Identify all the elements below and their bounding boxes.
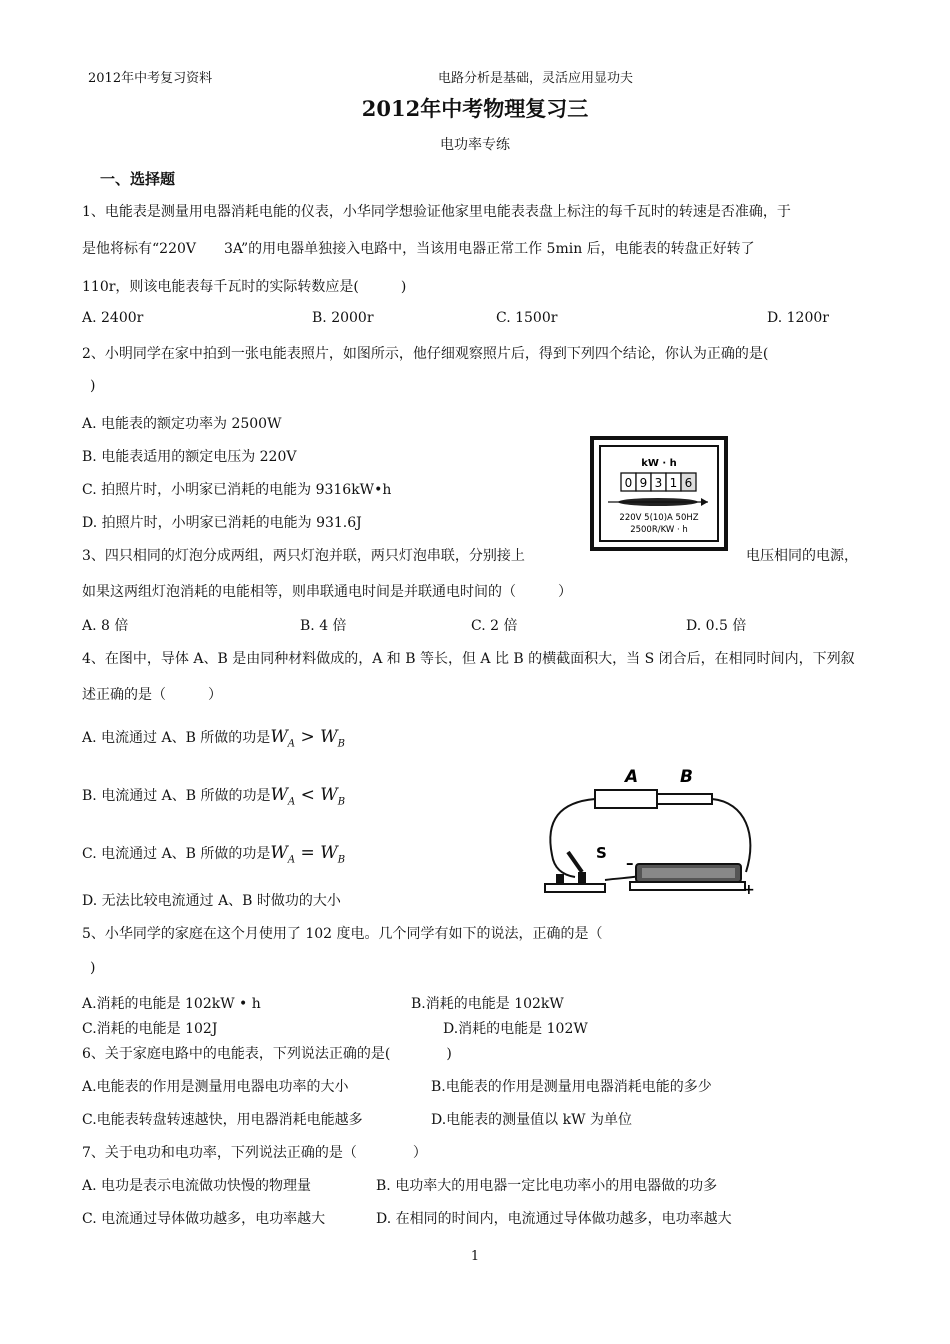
q3-option-c: C. 2 倍	[471, 618, 518, 634]
meter-digit: 6	[684, 476, 693, 490]
switch-base	[545, 884, 605, 892]
q6-option-b: B.电能表的作用是测量用电器消耗电能的多少	[431, 1079, 712, 1095]
q4-line2: 述正确的是（ ）	[82, 687, 222, 703]
q4-option-c	[82, 843, 345, 865]
q1-line2: 是他将标有“220V 3A”的用电器单独接入电路中，当该用电器正常工作 5min 后，电能表的转盘正好转了	[82, 241, 755, 257]
q2-option-b: B. 电能表适用的额定电压为 220V	[82, 449, 297, 465]
q6-option-d: D.电能表的测量值以 kW 为单位	[431, 1112, 632, 1128]
q7-line1: 7、关于电功和电功率，下列说法正确的是（ ）	[82, 1145, 427, 1161]
q3-line1a: 3、四只相同的灯泡分成两组，两只灯泡并联，两只灯泡串联，分别接上	[82, 548, 525, 564]
conductor-b-label: B	[680, 767, 693, 787]
q5-option-a: A.消耗的电能是 102kW • h	[82, 996, 261, 1012]
q5-option-c: C.消耗的电能是 102J	[82, 1021, 218, 1037]
q3-option-d: D. 0.5 倍	[686, 618, 747, 634]
energy-meter-figure	[590, 436, 728, 551]
meter-digit: 9	[639, 476, 648, 490]
battery-holder	[630, 882, 745, 890]
meter-unit: kW · h	[641, 458, 677, 469]
meter-spec2: 2500R/KW · h	[630, 525, 688, 535]
q5-line1: 5、小华同学的家庭在这个月使用了 102 度电。几个同学有如下的说法，正确的是（	[82, 926, 603, 942]
q1-line3: 110r，则该电能表每千瓦时的实际转数应是( )	[82, 279, 407, 295]
conductor-a	[595, 790, 657, 808]
battery-plus-label: +	[743, 882, 755, 898]
meter-digit: 3	[654, 476, 663, 490]
q3-option-a: A. 8 倍	[82, 618, 129, 634]
meter-digits	[621, 473, 696, 491]
q1-option-a: A. 2400r	[82, 310, 144, 326]
circuit-figure	[540, 760, 765, 900]
q6-line1: 6、关于家庭电路中的电能表，下列说法正确的是( )	[82, 1046, 452, 1062]
q1-option-c: C. 1500r	[496, 310, 558, 326]
q3-line2: 如果这两组灯泡消耗的电能相等，则串联通电时间是并联通电时间的（ ）	[82, 584, 572, 600]
formula-wa-gt-wb: $W_A > W_B$	[270, 727, 345, 750]
q5-line2: )	[90, 960, 96, 976]
wire-left	[550, 799, 595, 877]
q2-line1: 2、小明同学在家中拍到一张电能表照片，如图所示，他仔细观察照片后，得到下列四个结论，你认为正确的是(	[82, 346, 769, 362]
q2-option-a: A. 电能表的额定功率为 2500W	[82, 416, 282, 432]
q7-option-c: C. 电流通过导体做功越多，电功率越大	[82, 1211, 326, 1227]
q4-option-d: D. 无法比较电流通过 A、B 时做功的大小	[82, 893, 341, 909]
q2-option-d: D. 拍照片时，小明家已消耗的电能为 931.6J	[82, 515, 362, 531]
q4-line1: 4、在图中，导体 A、B 是由同种材料做成的，A 和 B 等长，但 A 比 B 的横截面积大，当 S 闭合后，在相同时间内，下列叙	[82, 651, 855, 667]
q1-line1: 1、电能表是测量用电器消耗电能的仪表，小华同学想验证他家里电能表表盘上标注的每千瓦时的转速是否准确，于	[82, 204, 791, 220]
page-subtitle: 电功率专练	[440, 137, 510, 153]
q6-option-a: A.电能表的作用是测量用电器电功率的大小	[82, 1079, 349, 1095]
q7-option-b: B. 电功率大的用电器一定比电功率小的用电器做的功多	[376, 1178, 718, 1194]
conductor-b	[657, 794, 712, 804]
q5-option-d: D.消耗的电能是 102W	[443, 1021, 588, 1037]
q3-option-b: B. 4 倍	[300, 618, 347, 634]
q7-option-d: D. 在相同的时间内，电流通过导体做功越多，电功率越大	[376, 1211, 732, 1227]
q1-option-d: D. 1200r	[767, 310, 829, 326]
q2-line2: )	[90, 378, 96, 394]
q6-option-c: C.电能表转盘转速越快，用电器消耗电能越多	[82, 1112, 363, 1128]
q4-option-c-text: C. 电流通过 A、B 所做的功是	[82, 846, 271, 862]
q4-option-a	[82, 727, 345, 749]
q2-option-c: C. 拍照片时，小明家已消耗的电能为 9316kW•h	[82, 482, 392, 498]
battery-minus-label: –	[626, 854, 634, 872]
formula-wa-lt-wb: $W_A < W_B$	[270, 785, 346, 808]
switch-label: S	[596, 844, 607, 862]
page-title: 2012年中考物理复习三	[361, 96, 589, 121]
q1-option-b: B. 2000r	[312, 310, 374, 326]
conductor-a-label: A	[625, 767, 639, 787]
q4-option-a-text: A. 电流通过 A、B 所做的功是	[82, 730, 271, 746]
page-number: 1	[470, 1249, 480, 1264]
meter-digit: 1	[669, 476, 678, 490]
section-heading: 一、选择题	[100, 170, 176, 188]
q4-option-b-text: B. 电流通过 A、B 所做的功是	[82, 788, 271, 804]
meter-spec1: 220V 5(10)A 50HZ	[619, 513, 699, 523]
wire-right	[712, 799, 750, 872]
header-center: 电路分析是基础，灵活应用显功夫	[438, 71, 634, 86]
q7-option-a: A. 电功是表示电流做功快慢的物理量	[82, 1178, 312, 1194]
switch-lever	[568, 852, 582, 872]
meter-digit: 0	[624, 476, 633, 490]
q3-line1b: 电压相同的电源，	[746, 548, 858, 564]
q4-option-b	[82, 785, 345, 807]
q5-option-b: B.消耗的电能是 102kW	[411, 996, 564, 1012]
header-left: 2012年中考复习资料	[88, 71, 213, 86]
formula-wa-eq-wb: $W_A = W_B$	[270, 843, 346, 866]
